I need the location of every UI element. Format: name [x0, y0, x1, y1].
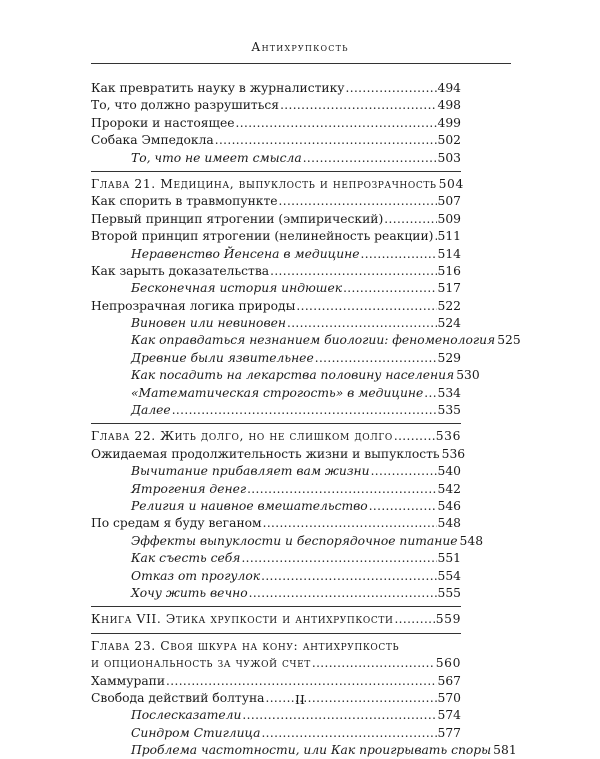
- dot-leader: [296, 298, 436, 315]
- dot-leader: [346, 80, 437, 97]
- entry-title: Хаммурапи: [91, 673, 166, 688]
- section-divider: [91, 606, 461, 607]
- dot-leader: [270, 263, 436, 280]
- entry-title: Как оправдаться незнанием биологии: феноменология: [131, 333, 496, 348]
- running-head: Антихрупкость: [251, 40, 349, 54]
- toc-subentry: [91, 707, 461, 724]
- entry-title: Синдром Стиглица: [131, 725, 261, 740]
- dot-leader: [361, 246, 437, 263]
- entry-title: Второй принцип ятрогении (нелинейность реакции): [91, 229, 434, 244]
- entry-page-number: 567: [437, 673, 461, 688]
- dot-leader: [263, 515, 437, 532]
- entry-page-number: 503: [437, 150, 461, 165]
- entry-page-number: 540: [437, 464, 461, 479]
- toc-entry: [91, 263, 461, 280]
- dot-leader: [287, 315, 437, 332]
- entry-title: Религия и наивное вмешательство: [131, 498, 368, 513]
- dot-leader: [242, 707, 436, 724]
- header-rule: [91, 63, 511, 64]
- dot-leader: [303, 150, 437, 167]
- toc-subentry: [91, 550, 461, 567]
- entry-page-number: 511: [437, 229, 461, 244]
- entry-title: Неравенство Йенсена в медицине: [131, 246, 360, 261]
- entry-title: Проблема частотности, или Как проигрывать споры: [131, 743, 492, 758]
- entry-title: Свобода действий болтуна: [91, 690, 265, 705]
- entry-title: Как спорить в травмопункте: [91, 194, 278, 209]
- entry-page-number: 536: [441, 446, 466, 461]
- entry-page-number: 559: [435, 612, 461, 627]
- dot-leader: [369, 498, 437, 515]
- dot-leader: [434, 228, 436, 245]
- entry-page-number: 494: [437, 81, 461, 95]
- entry-title: Как зарыть доказательства: [91, 263, 270, 278]
- entry-page-number: 522: [437, 298, 461, 313]
- section-divider: [91, 423, 461, 424]
- toc-subentry: [91, 568, 461, 585]
- entry-title: Пророки и настоящее: [91, 115, 235, 130]
- dot-leader: [279, 193, 437, 210]
- table-of-contents: [91, 80, 521, 759]
- dot-leader: [371, 463, 437, 480]
- entry-title: Как посадить на лекарства половину населения: [131, 368, 455, 383]
- entry-page-number: 507: [437, 194, 461, 209]
- entry-title: «Математическая строгость» в медицине: [131, 385, 424, 400]
- toc-subentry: [91, 350, 461, 367]
- entry-title: То, что не имеет смысла: [131, 150, 302, 165]
- dot-leader: [312, 655, 435, 672]
- entry-title: То, что должно разрушиться: [91, 98, 280, 113]
- toc-subentry: [91, 315, 461, 332]
- entry-title: Глава 22. Жить долго, но не слишком долго: [91, 429, 393, 444]
- toc-entry: [91, 193, 461, 210]
- entry-page-number: 529: [437, 350, 461, 365]
- dot-leader: [394, 611, 434, 628]
- dot-leader: [261, 568, 436, 585]
- entry-title: Непрозрачная логика природы: [91, 298, 296, 313]
- toc-entry: [91, 228, 461, 245]
- toc-entry: [91, 211, 461, 228]
- entry-title: Как превратить науку в журналистику: [91, 81, 345, 95]
- toc-subentry: [91, 150, 461, 167]
- toc-chapter-heading: [91, 428, 461, 445]
- entry-page-number: 560: [435, 656, 461, 671]
- entry-page-number: 524: [437, 316, 461, 331]
- entry-page-number: 504: [438, 176, 464, 191]
- entry-title: Послесказатели: [131, 708, 242, 723]
- toc-chapter-heading: [91, 638, 461, 655]
- entry-page-number: 514: [437, 246, 461, 261]
- toc-subentry: [91, 498, 461, 515]
- dot-leader: [249, 585, 437, 602]
- entry-title: Бесконечная история индюшек: [131, 281, 343, 296]
- dot-leader: [343, 280, 436, 297]
- entry-page-number: 574: [437, 708, 461, 723]
- entry-title: Древние были язвительнее: [131, 350, 314, 365]
- entry-title: Ятрогения денег: [131, 481, 247, 496]
- entry-page-number: 554: [437, 568, 461, 583]
- toc-subentry: [91, 742, 517, 759]
- toc-subentry: [91, 533, 484, 550]
- entry-page-number: 530: [456, 368, 480, 383]
- entry-page-number: 570: [437, 690, 461, 705]
- page-number: II: [295, 692, 305, 707]
- entry-page-number: 551: [437, 551, 461, 566]
- toc-entry: [91, 80, 461, 97]
- entry-page-number: 577: [437, 725, 461, 740]
- entry-title: Первый принцип ятрогении (эмпирический): [91, 211, 384, 226]
- entry-title: Отказ от прогулок: [131, 568, 261, 583]
- entry-title: По средам я буду веганом: [91, 516, 262, 531]
- toc-subentry: [91, 402, 461, 419]
- entry-page-number: 542: [437, 481, 461, 496]
- entry-page-number: 517: [437, 281, 461, 296]
- entry-title: Как съесть себя: [131, 551, 241, 566]
- toc-subentry: [91, 585, 461, 602]
- toc-entry: [91, 97, 461, 114]
- toc-subentry: [91, 367, 480, 384]
- toc-subentry: [91, 280, 461, 297]
- entry-title: Глава 23. Своя шкура на кону: антихрупкость: [91, 638, 400, 653]
- entry-page-number: 555: [437, 585, 461, 600]
- entry-title: и опциональность за чужой счет: [91, 656, 311, 671]
- toc-subentry: [91, 481, 461, 498]
- entry-title: Эффекты выпуклости и беспорядочное питание: [131, 533, 458, 548]
- dot-leader: [172, 402, 437, 419]
- dot-leader: [241, 550, 436, 567]
- toc-entry: [91, 446, 466, 463]
- dot-leader: [236, 115, 437, 132]
- entry-title: Хочу жить вечно: [131, 585, 248, 600]
- section-divider: [91, 633, 461, 634]
- entry-page-number: 498: [437, 98, 461, 113]
- toc-entry: [91, 673, 461, 690]
- dot-leader: [424, 385, 436, 402]
- toc-entry: [91, 298, 461, 315]
- dot-leader: [315, 350, 437, 367]
- dot-leader: [280, 97, 436, 114]
- toc-subentry: [91, 246, 461, 263]
- entry-title: Собака Эмпедокла: [91, 133, 214, 148]
- entry-title: Виновен или невиновен: [131, 316, 286, 331]
- dot-leader: [394, 428, 435, 445]
- section-divider: [91, 171, 461, 172]
- entry-page-number: 546: [437, 498, 461, 513]
- entry-page-number: 525: [497, 333, 521, 348]
- entry-title: Глава 21. Медицина, выпуклость и непрозрачность: [91, 176, 437, 191]
- entry-page-number: 581: [493, 743, 517, 758]
- toc-chapter-heading: [91, 176, 464, 193]
- entry-page-number: 534: [437, 385, 461, 400]
- entry-page-number: 548: [459, 533, 484, 548]
- entry-page-number: 548: [437, 516, 461, 531]
- entry-page-number: 502: [437, 133, 461, 148]
- dot-leader: [261, 725, 436, 742]
- dot-leader: [166, 673, 436, 690]
- toc-entry: [91, 515, 461, 532]
- dot-leader: [384, 211, 436, 228]
- toc-entry: [91, 132, 461, 149]
- toc-subentry: [91, 332, 521, 349]
- dot-leader: [215, 132, 437, 149]
- toc-subentry: [91, 463, 461, 480]
- entry-title: Книга VII. Этика хрупкости и антихрупкости: [91, 612, 394, 627]
- entry-page-number: 536: [435, 429, 461, 444]
- entry-title: Далее: [131, 403, 171, 418]
- entry-page-number: 499: [437, 115, 461, 130]
- toc-subentry: [91, 725, 461, 742]
- entry-page-number: 516: [437, 263, 461, 278]
- toc-entry: [91, 115, 461, 132]
- entry-page-number: 535: [437, 403, 461, 418]
- entry-page-number: 509: [437, 211, 461, 226]
- toc-book-heading: [91, 611, 461, 628]
- toc-chapter-heading: [91, 655, 461, 672]
- entry-title: Вычитание прибавляет вам жизни: [131, 464, 370, 479]
- entry-title: Ожидаемая продолжительность жизни и выпуклость: [91, 446, 440, 461]
- toc-subentry: [91, 385, 461, 402]
- dot-leader: [247, 481, 436, 498]
